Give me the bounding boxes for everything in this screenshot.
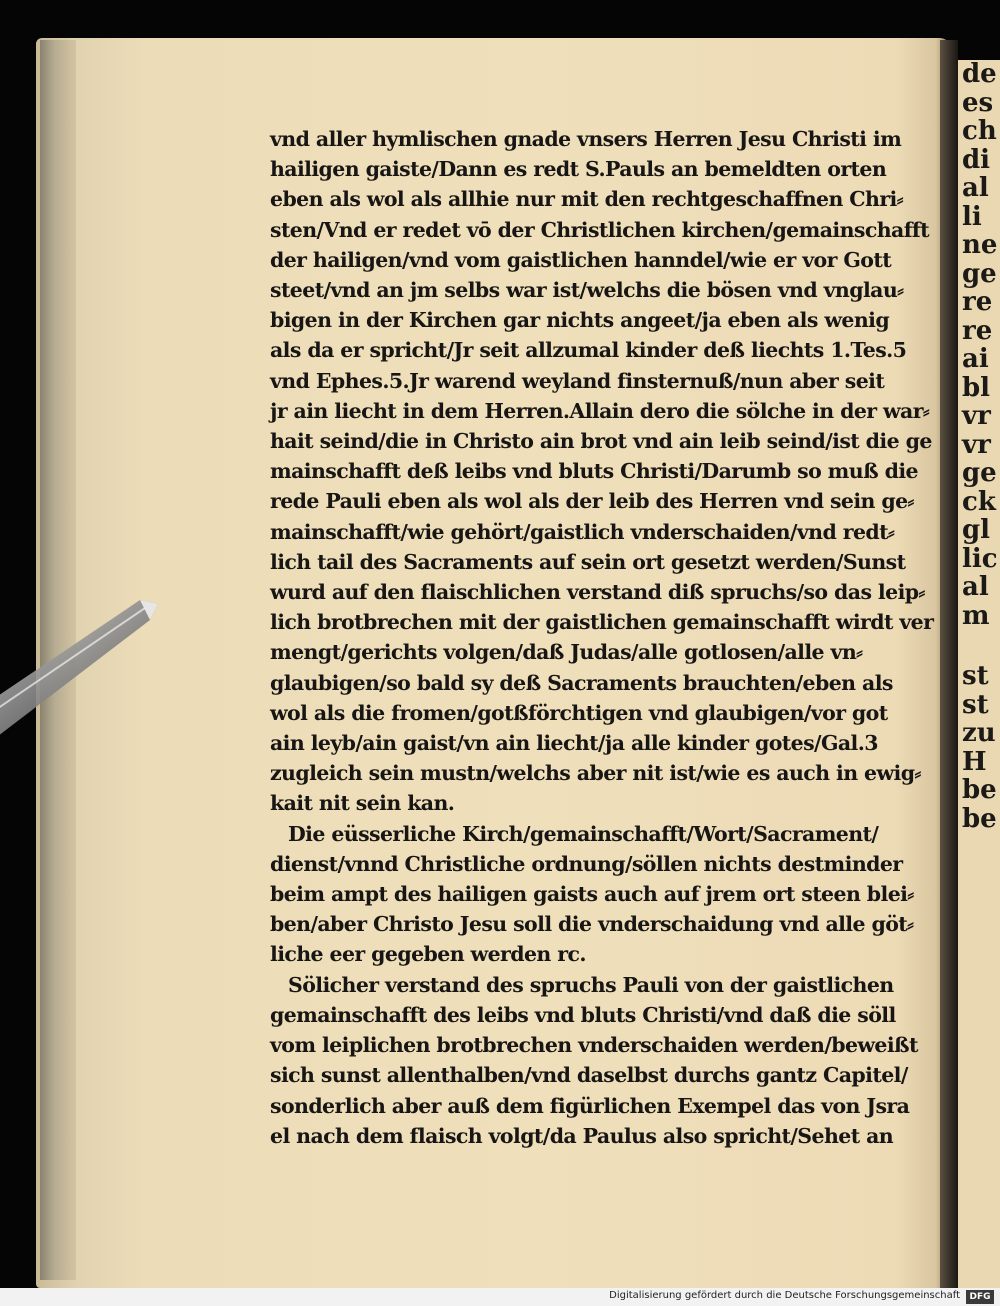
text-line: jr ain liecht in dem Herren.Allain dero die sölche in der war⸗ (270, 398, 930, 423)
text-line: gemainschafft des leibs vnd bluts Christi/vnd daß die söll (270, 1002, 896, 1027)
text-line: bigen in der Kirchen gar nichts angeet/ja eben als wenig (270, 308, 890, 333)
next-page-line: ch (962, 116, 997, 146)
text-line: glaubigen/so bald sy deß Sacraments brauchten/eben als (270, 670, 893, 695)
next-page-line: bl (962, 372, 991, 403)
next-page-line: ge (962, 258, 997, 289)
text-line: lich brotbrechen mit der gaistlichen gemainschafft wirdt ver (270, 610, 934, 635)
text-line: vnd aller hymlischen gnade vnsers Herren Jesu Christi im (270, 127, 902, 151)
next-page-line: li (962, 201, 982, 232)
text-line: el nach dem flaisch volgt/da Paulus also spricht/Sehet an (270, 1123, 894, 1148)
next-page-bottom-fragments (958, 662, 1000, 833)
text-line: sten/Vnd er redet vō der Christlichen kirchen/gemainschafft (270, 217, 930, 242)
next-page-line: zu (962, 718, 996, 748)
next-page-line: al (962, 173, 989, 203)
text-line: wol als die fromen/gotßförchtigen vnd glaubigen/vor got (270, 700, 888, 725)
next-page-line: re (962, 287, 993, 317)
text-line: vnd Ephes.5.Jr warend weyland finsternuß/nun aber seit (270, 368, 885, 393)
dfg-logo-icon: DFG (966, 1290, 994, 1304)
text-line: eben als wol als allhie nur mit den rechtgeschaffnen Chri⸗ (270, 187, 903, 212)
next-page-line: lic (962, 543, 998, 574)
footer-credit: Digitalisierung gefördert durch die Deutsche Forschungsgemeinschaft (609, 1290, 960, 1301)
next-page-line: ai (962, 344, 989, 374)
next-page-line: m (962, 600, 990, 631)
text-line: Sölicher verstand des spruchs Pauli von der gaistlichen (288, 972, 894, 997)
pen-pointer-icon (0, 590, 200, 740)
next-page-line: H (962, 746, 987, 777)
text-line: mainschafft/wie gehört/gaistlich vnderschaiden/vnd redt⸗ (270, 519, 895, 544)
text-line: kait nit sein kan. (270, 791, 455, 816)
next-page-line: gl (962, 515, 991, 545)
text-line: hait seind/die in Christo ain brot vnd ain leib seind/ist die ge (270, 429, 932, 454)
text-line: der hailigen/vnd vom gaistlichen hanndel/wie er vor Gott (270, 247, 892, 272)
text-line: sich sunst allenthalben/vnd daselbst durchs gantz Capitel/ (270, 1063, 908, 1088)
next-page-line: de (962, 60, 997, 89)
text-line: lich tail des Sacraments auf sein ort gesetzt werden/Sunst (270, 549, 906, 574)
next-page-line: be (962, 803, 997, 834)
text-line: liche eer gegeben werden rc. (270, 942, 586, 967)
next-page-line: vr (962, 401, 991, 431)
page-text-block (270, 124, 934, 1151)
text-line: Die eüsserliche Kirch/gemainschafft/Wort/Sacrament/ (288, 821, 879, 846)
text-line: ben/aber Christo Jesu soll die vnderschaidung vnd alle göt⸗ (270, 912, 914, 937)
text-line: steet/vnd an jm selbs war ist/welchs die bösen vnd vnglau⸗ (270, 278, 904, 303)
text-line: vom leiplichen brotbrechen vnderschaiden werden/beweißt (270, 1033, 918, 1058)
text-line: mengt/gerichts volgen/daß Judas/alle gotlosen/alle vn⸗ (270, 640, 863, 665)
text-line: dienst/vnnd Christliche ordnung/söllen nichts destminder (270, 851, 903, 876)
next-page-line: st (962, 661, 989, 691)
text-line: als da er spricht/Jr seit allzumal kinder deß liechts 1.Tes.5 (270, 338, 907, 363)
next-page-line: al (962, 572, 989, 602)
text-line: wurd auf den flaischlichen verstand diß spruchs/so das leip⸗ (270, 580, 925, 605)
text-line: rede Pauli eben als wol als der leib des Herren vnd sein ge⸗ (270, 489, 914, 514)
text-line: ain leyb/ain gaist/vn ain liecht/ja alle kinder gotes/Gal.3 (270, 731, 878, 756)
next-page-line: re (962, 315, 993, 346)
next-page-line: ck (962, 486, 996, 517)
next-page-line: ne (962, 230, 998, 260)
next-page-line: st (962, 689, 989, 720)
next-page-line: ge (962, 458, 997, 488)
book-gutter (940, 40, 958, 1290)
text-line: sonderlich aber auß dem figürlichen Exempel das von Jsra (270, 1093, 910, 1118)
next-page-line: vr (962, 429, 991, 460)
next-page-top-fragments (958, 60, 1000, 630)
text-line: beim ampt des hailigen gaists auch auf jrem ort steen blei⸗ (270, 882, 914, 907)
next-page-fragment (958, 60, 1000, 1290)
next-page-gap (958, 630, 1000, 662)
text-line: hailigen gaiste/Dann es redt S.Pauls an bemeldten orten (270, 157, 887, 182)
next-page-line: be (962, 775, 997, 805)
next-page-line: di (962, 144, 991, 175)
next-page-line: es (962, 87, 994, 118)
text-line: mainschafft deß leibs vnd bluts Christi/Darumb so muß die (270, 459, 918, 484)
text-line: zugleich sein mustn/welchs aber nit ist/wie es auch in ewig⸗ (270, 761, 921, 786)
